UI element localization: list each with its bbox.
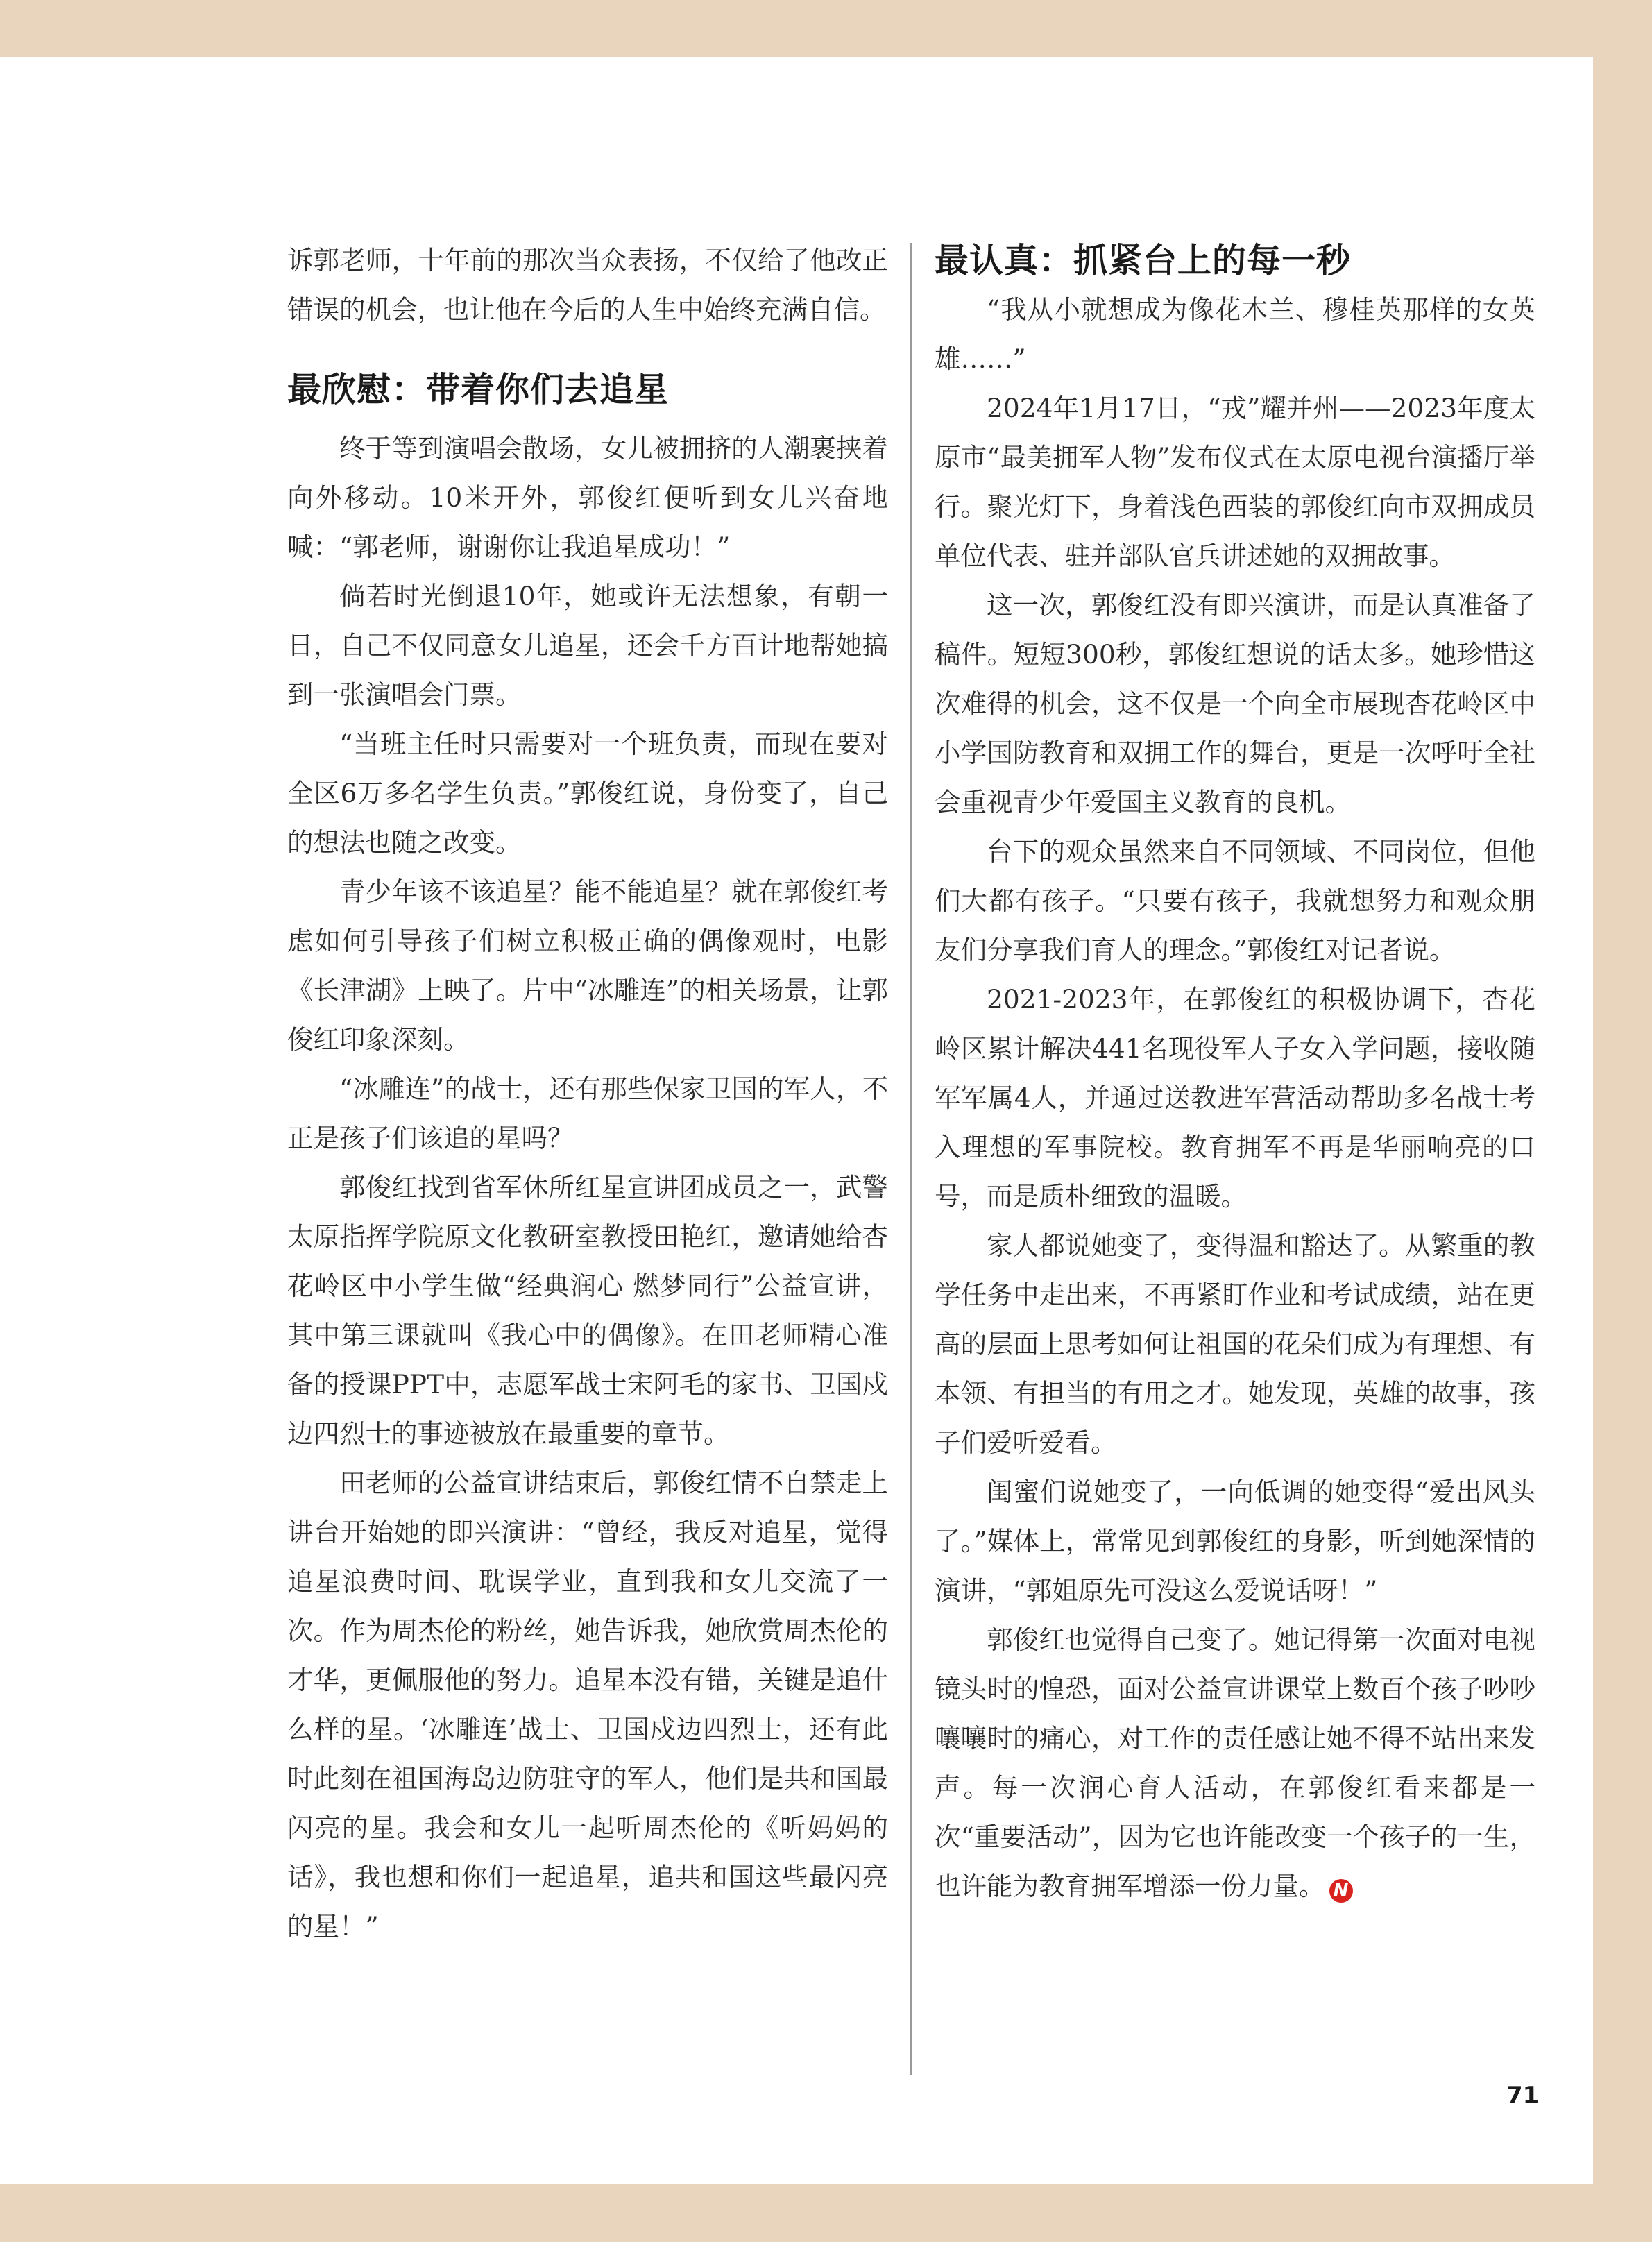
paragraph: 这一次，郭俊红没有即兴演讲，而是认真准备了稿件。短短300秒，郭俊红想说的话太多。她珍惜这次难得的机会，这不仅是一个向全市展现杏花岭区中小学国防教育和双拥工作的舞台，更是一次呼吁全社会重视青少年爱国主义教育的良机。 (935, 590, 1535, 817)
paragraph: 2021-2023年，在郭俊红的积极协调下，杏花岭区累计解决441名现役军人子女入学问题，接收随军军属4人，并通过送教进军营活动帮助多名战士考入理想的军事院校。教育拥军不再是华丽响亮的口号，而是质朴细致的温暖。 (935, 984, 1535, 1212)
paragraph: 倘若时光倒退10年，她或许无法想象，有朝一日，自己不仅同意女儿追星，还会千方百计地帮她搞到一张演唱会门票。 (287, 581, 888, 710)
paragraph: “冰雕连”的战士，还有那些保家卫国的军人，不正是孩子们该追的星吗？ (287, 1073, 888, 1153)
paragraph: 郭俊红找到省军休所红星宣讲团成员之一，武警太原指挥学院原文化教研室教授田艳红，邀请她给杏花岭区中小学生做“经典润心 燃梦同行”公益宣讲，其中第三课就叫《我心中的偶像》。在田老师精心准备的授课PPT中，志愿军战士宋阿毛的家书、卫国戍边四烈士的事迹被放在最重要的章节。 (287, 1172, 888, 1449)
end-mark-icon: N (1329, 1879, 1353, 1903)
section-heading: 最欣慰：带着你们去追星 (287, 370, 670, 409)
column-divider (910, 243, 912, 2075)
paragraph: “当班主任时只需要对一个班负责，而现在要对全区6万多名学生负责。”郭俊红说，身份变了，自己的想法也随之改变。 (287, 729, 888, 858)
section-heading: 最认真：抓紧台上的每一秒 (935, 241, 1352, 280)
paragraph: 台下的观众虽然来自不同领域、不同岗位，但他们大都有孩子。“只要有孩子，我就想努力和观众朋友们分享我们育人的理念。”郭俊红对记者说。 (935, 836, 1535, 965)
paragraph: 诉郭老师，十年前的那次当众表扬，不仅给了他改正错误的机会，也让他在今后的人生中始终充满自信。 (287, 245, 888, 325)
right-column (935, 236, 1535, 1911)
paragraph: 青少年该不该追星？能不能追星？就在郭俊红考虑如何引导孩子们树立积极正确的偶像观时，电影《长津湖》上映了。片中“冰雕连”的相关场景，让郭俊红印象深刻。 (287, 876, 888, 1055)
paragraph (935, 1615, 1535, 1911)
left-column (287, 236, 888, 1951)
page-number: 71 (1506, 2082, 1540, 2109)
paragraph: 终于等到演唱会散场，女儿被拥挤的人潮裹挟着向外移动。10米开外，郭俊红便听到女儿兴奋地喊：“郭老师，谢谢你让我追星成功！” (287, 433, 888, 562)
paragraph: 2024年1月17日，“戎”耀并州——2023年度太原市“最美拥军人物”发布仪式在太原电视台演播厅举行。聚光灯下，身着浅色西装的郭俊红向市双拥成员单位代表、驻并部队官兵讲述她的双拥故事。 (935, 393, 1535, 571)
paragraph: 田老师的公益宣讲结束后，郭俊红情不自禁走上讲台开始她的即兴演讲：“曾经，我反对追星，觉得追星浪费时间、耽误学业，直到我和女儿交流了一次。作为周杰伦的粉丝，她告诉我，她欣赏周杰伦的才华，更佩服他的努力。追星本没有错，关键是追什么样的星。‘冰雕连’战士、卫国戍边四烈士，还有此时此刻在祖国海岛边防驻守的军人，他们是共和国最闪亮的星。我会和女儿一起听周杰伦的《听妈妈的话》，我也想和你们一起追星，追共和国这些最闪亮的星！” (287, 1468, 888, 1942)
paragraph: “我从小就想成为像花木兰、穆桂英那样的女英雄……” (935, 294, 1535, 374)
paragraph-text: 郭俊红也觉得自己变了。她记得第一次面对电视镜头时的惶恐，面对公益宣讲课堂上数百个孩子吵吵嚷嚷时的痛心，对工作的责任感让她不得不站出来发声。每一次润心育人活动，在郭俊红看来都是一次“重要活动”，因为它也许能改变一个孩子的一生，也许能为教育拥军增添一份力量。 (935, 1624, 1535, 1901)
paragraph: 家人都说她变了，变得温和豁达了。从繁重的教学任务中走出来，不再紧盯作业和考试成绩，站在更高的层面上思考如何让祖国的花朵们成为有理想、有本领、有担当的有用之才。她发现，英雄的故事，孩子们爱听爱看。 (935, 1230, 1535, 1458)
paragraph: 闺蜜们说她变了，一向低调的她变得“爱出风头了。”媒体上，常常见到郭俊红的身影，听到她深情的演讲，“郭姐原先可没这么爱说话呀！” (935, 1477, 1535, 1606)
